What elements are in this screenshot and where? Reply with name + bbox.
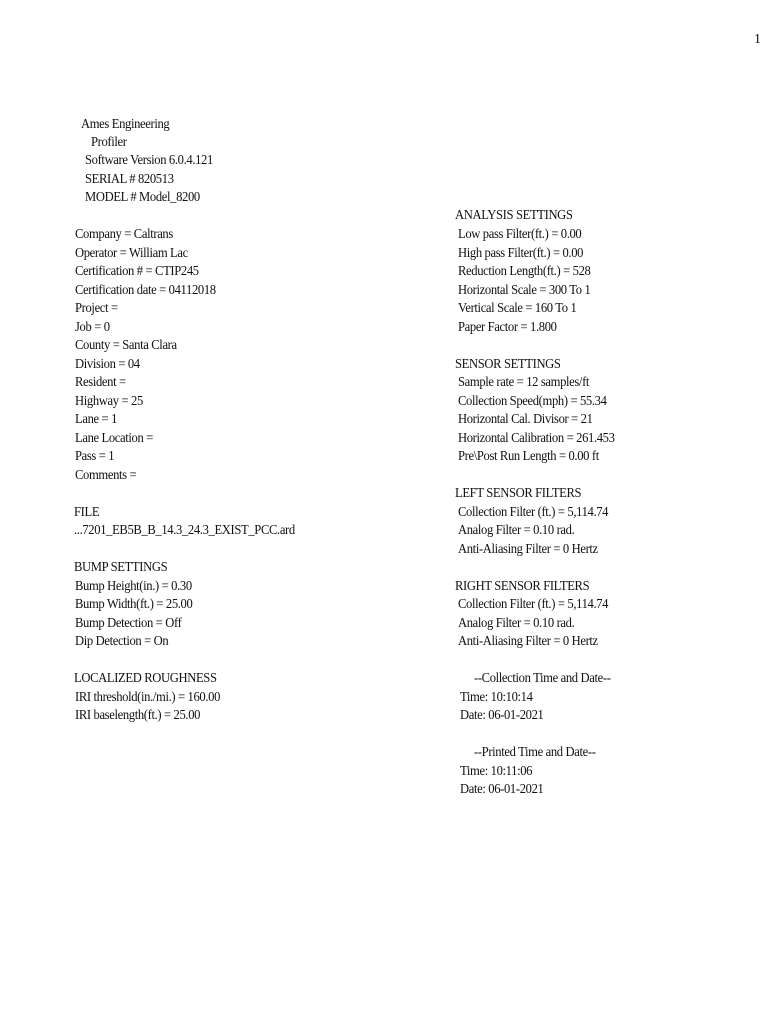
sensor-settings-heading: SENSOR SETTINGS: [455, 357, 561, 372]
right-filter-line: Analog Filter = 0.10 rad.: [458, 616, 575, 631]
job-info-line: Operator = William Lac: [75, 246, 188, 261]
sensor-setting-line: Sample rate = 12 samples/ft: [458, 375, 590, 390]
file-name: ...7201_EB5B_B_14.3_24.3_EXIST_PCC.ard: [74, 523, 295, 538]
file-heading: FILE: [74, 505, 100, 520]
right-filter-line: Anti-Aliasing Filter = 0 Hertz: [458, 634, 598, 649]
roughness-line: IRI baselength(ft.) = 25.00: [75, 708, 201, 723]
collection-time-heading: --Collection Time and Date--: [474, 671, 611, 686]
sensor-setting-line: Horizontal Calibration = 261.453: [458, 431, 615, 446]
software-version: Software Version 6.0.4.121: [85, 153, 213, 168]
job-info-line: Certification date = 04112018: [75, 283, 216, 298]
job-info-line: Project =: [75, 301, 118, 316]
sensor-setting-line: Pre\Post Run Length = 0.00 ft: [458, 449, 599, 464]
bump-setting-line: Bump Height(in.) = 0.30: [75, 579, 192, 594]
bump-setting-line: Bump Width(ft.) = 25.00: [75, 597, 193, 612]
collection-time: Time: 10:10:14: [460, 690, 533, 705]
model-number: MODEL # Model_8200: [85, 190, 200, 205]
printed-time-heading: --Printed Time and Date--: [474, 745, 596, 760]
left-sensor-filters-heading: LEFT SENSOR FILTERS: [455, 486, 582, 501]
right-filter-line: Collection Filter (ft.) = 5,114.74: [458, 597, 609, 612]
product-name: Profiler: [91, 135, 127, 150]
job-info-line: Job = 0: [75, 320, 110, 335]
left-filter-line: Collection Filter (ft.) = 5,114.74: [458, 505, 609, 520]
bump-setting-line: Bump Detection = Off: [75, 616, 182, 631]
job-info-line: Lane Location =: [75, 431, 153, 446]
bump-setting-line: Dip Detection = On: [75, 634, 169, 649]
printed-date: Date: 06-01-2021: [460, 782, 544, 797]
job-info-line: Highway = 25: [75, 394, 143, 409]
analysis-setting-line: Vertical Scale = 160 To 1: [458, 301, 577, 316]
serial-number: SERIAL # 820513: [85, 172, 174, 187]
job-info-line: Certification # = CTIP245: [75, 264, 199, 279]
company-name: Ames Engineering: [81, 117, 170, 132]
printed-time: Time: 10:11:06: [460, 764, 533, 779]
sensor-setting-line: Horizontal Cal. Divisor = 21: [458, 412, 593, 427]
page-number: 1: [754, 32, 761, 47]
left-filter-line: Anti-Aliasing Filter = 0 Hertz: [458, 542, 598, 557]
analysis-setting-line: Reduction Length(ft.) = 528: [458, 264, 591, 279]
analysis-setting-line: Low pass Filter(ft.) = 0.00: [458, 227, 582, 242]
sensor-setting-line: Collection Speed(mph) = 55.34: [458, 394, 607, 409]
job-info-line: Resident =: [75, 375, 126, 390]
roughness-line: IRI threshold(in./mi.) = 160.00: [75, 690, 221, 705]
job-info-line: Pass = 1: [75, 449, 115, 464]
analysis-setting-line: Paper Factor = 1.800: [458, 320, 557, 335]
analysis-setting-line: Horizontal Scale = 300 To 1: [458, 283, 591, 298]
right-sensor-filters-heading: RIGHT SENSOR FILTERS: [455, 579, 590, 594]
localized-roughness-heading: LOCALIZED ROUGHNESS: [74, 671, 217, 686]
analysis-setting-line: High pass Filter(ft.) = 0.00: [458, 246, 584, 261]
collection-date: Date: 06-01-2021: [460, 708, 544, 723]
analysis-settings-heading: ANALYSIS SETTINGS: [455, 208, 573, 223]
job-info-line: Lane = 1: [75, 412, 118, 427]
job-info-line: Division = 04: [75, 357, 140, 372]
left-filter-line: Analog Filter = 0.10 rad.: [458, 523, 575, 538]
job-info-line: Company = Caltrans: [75, 227, 173, 242]
job-info-line: County = Santa Clara: [75, 338, 177, 353]
job-info-line: Comments =: [75, 468, 137, 483]
bump-settings-heading: BUMP SETTINGS: [74, 560, 168, 575]
